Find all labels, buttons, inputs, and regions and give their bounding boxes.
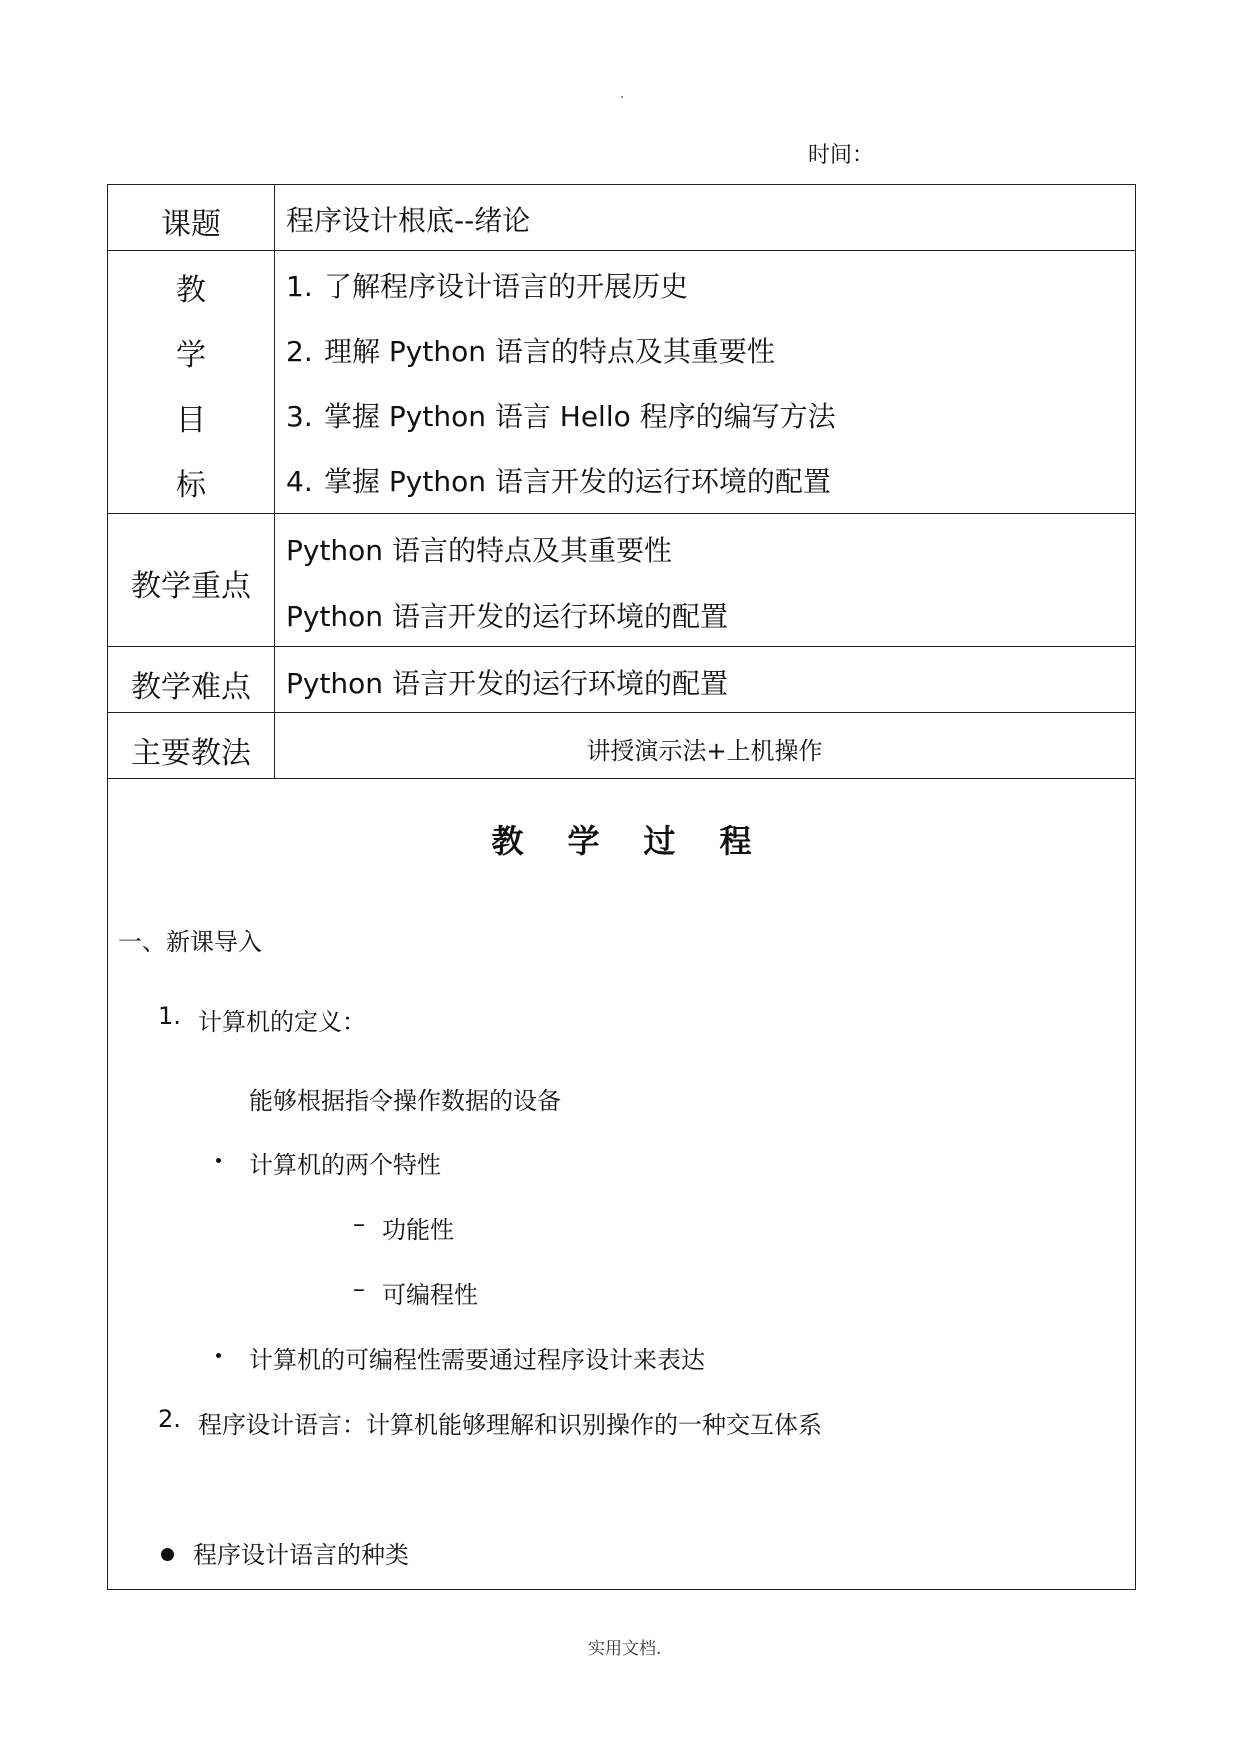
section-title: 一、新课导入 [118, 928, 262, 956]
objectives-label-char: 标 [176, 468, 206, 503]
item-number: 1. [158, 1002, 181, 1030]
heading-char: 过 [643, 822, 676, 860]
bullet-icon [216, 1158, 221, 1163]
row-divider [108, 712, 1135, 713]
key-points-label: 教学重点 [131, 569, 251, 604]
key-point-item: Python 语言的特点及其重要性 [286, 534, 672, 567]
row-divider [108, 250, 1135, 251]
objective-text: 理解 Python 语言的特点及其重要性 [324, 335, 775, 368]
objective-item [286, 395, 836, 435]
key-point-item: Python 语言开发的运行环境的配置 [286, 600, 728, 633]
objective-number: 2. [286, 335, 313, 368]
lesson-plan-table [107, 184, 1136, 1590]
stray-dot [621, 96, 623, 98]
method-value: 讲授演示法+上机操作 [586, 737, 823, 765]
sub-item: 可编程性 [382, 1281, 478, 1309]
column-divider [274, 185, 275, 778]
bullet-icon [161, 1548, 174, 1561]
objective-number: 4. [286, 465, 313, 498]
item-text: 程序设计语言：计算机能够理解和识别操作的一种交互体系 [198, 1411, 822, 1439]
bullet-text: 程序设计语言的种类 [193, 1541, 409, 1569]
footer-text: 实用文档. [588, 1639, 662, 1659]
method-label: 主要教法 [131, 736, 251, 771]
objective-item [286, 330, 775, 370]
bullet-icon [216, 1353, 221, 1358]
item-number: 2. [158, 1405, 181, 1433]
bullet-text: 计算机的两个特性 [249, 1151, 441, 1179]
objective-text: 了解程序设计语言的开展历史 [324, 270, 689, 303]
heading-char: 程 [719, 822, 752, 860]
dash-icon: – [353, 1210, 365, 1238]
row-divider [108, 646, 1135, 647]
difficulties-value: Python 语言开发的运行环境的配置 [286, 667, 728, 700]
topic-label: 课题 [161, 207, 221, 242]
objectives-label-char: 教 [176, 273, 206, 308]
objective-text: 掌握 Python 语言开发的运行环境的配置 [324, 465, 831, 498]
objective-text: 掌握 Python 语言 Hello 程序的编写方法 [324, 400, 836, 433]
row-divider [108, 513, 1135, 514]
time-label: 时间： [808, 143, 875, 168]
difficulties-label: 教学难点 [131, 670, 251, 705]
dash-icon: – [353, 1275, 365, 1303]
topic-value: 程序设计根底--绪论 [286, 204, 531, 237]
process-area [108, 778, 1135, 1589]
objective-item [286, 460, 831, 500]
heading-char: 学 [567, 822, 600, 860]
objective-item [286, 265, 688, 305]
process-heading [108, 816, 1135, 862]
bullet-text: 计算机的可编程性需要通过程序设计来表达 [249, 1346, 705, 1374]
definition-text: 能够根据指令操作数据的设备 [249, 1087, 561, 1115]
objectives-label-char: 学 [176, 338, 206, 373]
objectives-label-char: 目 [176, 403, 206, 438]
heading-char: 教 [491, 822, 524, 860]
sub-item: 功能性 [382, 1216, 454, 1244]
objective-number: 1. [286, 270, 313, 303]
item-title: 计算机的定义： [198, 1008, 366, 1036]
objective-number: 3. [286, 400, 313, 433]
